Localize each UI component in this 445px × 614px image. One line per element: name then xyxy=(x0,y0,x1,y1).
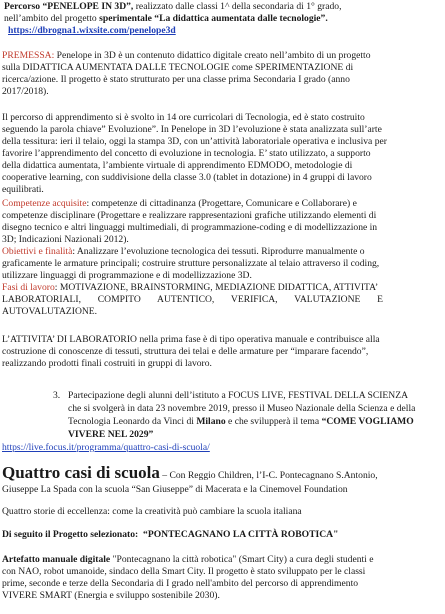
attivita-line: costruzione di conoscenze di tessuti, struttura dei telai e delle armature per “imparare facendo”, xyxy=(2,346,369,357)
artefatto-label: Artefatto manuale digitale xyxy=(2,554,111,565)
competenze-label: Competenze acquisite xyxy=(2,198,87,209)
intro-project: sperimentale “La didattica aumentata dalle tecnologie”. xyxy=(99,13,328,24)
intro-text: nell’ambito del progetto xyxy=(4,13,97,24)
intro-line-2 xyxy=(4,13,328,24)
artefatto-line: VIVERE SMART (Energia e sviluppo sostenibile 2030). xyxy=(2,590,220,601)
obiettivi-text: : Analizzare l’evoluzione tecnologica dei tessuti. Riprodurre manualmente o xyxy=(72,246,365,257)
competenze-line: 3D; Indicazioni Nazionali 2012). xyxy=(2,234,129,245)
fasi-label: Fasi di lavoro xyxy=(2,282,55,293)
obiettivi-line-1 xyxy=(2,246,365,257)
attivita-line: realizzando prodotti finali costruiti in gruppi di lavoro. xyxy=(2,358,212,369)
quattro-heading xyxy=(2,464,378,482)
intro-title: Percorso “PENELOPE IN 3D”, xyxy=(4,1,134,12)
fasi-line-1 xyxy=(2,282,378,293)
item-3-number: 3. xyxy=(53,390,61,401)
fasi-text: : MOTIVAZIONE, BRAINSTORMING, MEDIAZIONE DIDATTICA, ATTIVITA’ xyxy=(54,282,379,293)
focus-live-link[interactable]: https://live.focus.it/programma/quattro-casi-di-scuola/ xyxy=(2,442,210,453)
item-3-line: Partecipazione degli alunni dell’istituto a FOCUS LIVE, FESTIVAL DELLA SCIENZA xyxy=(68,390,409,401)
item-3-city: Milano xyxy=(196,416,226,427)
premessa-text: Penelope in 3D è un contenuto didattico digitale creato nell’ambito di un progetto xyxy=(54,50,371,61)
percorso-line: della tessitura: ieri il telaio, oggi la stampa 3D, con un’attività laboratoriale operativa e inclusiva per xyxy=(2,136,387,147)
premessa-line: ricerca/azione. Il progetto è stato strutturato per una classe prima Secondaria I grado (anno xyxy=(2,74,350,85)
quattro-title: Quattro casi di scuola xyxy=(2,463,160,482)
competenze-text: : competenze di cittadinanza (Progettare, Comunicare e Collaborare) e xyxy=(86,198,357,209)
item-3-line-3 xyxy=(68,416,414,427)
premessa-line: sulla DIDATTICA AUMENTATA DALLE TECNOLOGIE come SPERIMENTAZIONE di xyxy=(2,62,354,73)
intro-text: realizzato dalle classi 1^ della secondaria di 1° grado, xyxy=(133,1,342,12)
percorso-line: Il percorso di apprendimento si è svolto in 14 ore curricolari di Tecnologia, ed è stato costruito xyxy=(2,112,365,123)
percorso-line: equilibrati. xyxy=(2,184,44,195)
premessa-label: PREMESSA: xyxy=(2,50,55,61)
attivita-line: L’ATTIVITA’ DI LABORATORIO nella prima fase è di tipo operativa manuale e contribuisce alla xyxy=(2,334,380,345)
competenze-line: competenze disciplinare (Progettare e realizzare rappresentazioni grafiche utilizzando elementi di xyxy=(2,210,377,221)
selected-project xyxy=(2,529,338,540)
percorso-line: seguendo la parola chiave” Evoluzione”. In Penelope in 3D l’evoluzione è stata analizzata sull’arte xyxy=(2,124,382,135)
item-3-line: che si svolgerà in data 23 novembre 2019, presso il Museo Nazionale della Scienza e della xyxy=(68,403,416,414)
obiettivi-label: Obiettivi e finalità xyxy=(2,246,73,257)
percorso-line: cooperative learning, con suddivisione della classe 3.0 (tablet in dotazione) in 4 gruppi di lavoro xyxy=(2,172,372,183)
artefatto-text: "Pontecagnano la città robotica" (Smart City) a cura degli studenti e xyxy=(110,554,374,565)
obiettivi-line: graficamente le armature principali; costruire strutture personalizzate al telaio attraverso il coding, xyxy=(2,258,380,269)
premessa-line-1 xyxy=(2,50,371,61)
penelope-link[interactable]: https://dbrogna1.wixsite.com/penelope3d xyxy=(8,25,176,36)
item-3-theme-end: VIVERE NEL 2029” xyxy=(68,429,154,440)
quattro-subtitle: Quattro storie di eccellenza: come la creatività può cambiare la scuola italiana xyxy=(2,506,302,517)
item-3-text: Tecnologia Leonardo da Vinci di xyxy=(68,416,197,427)
quattro-title-rest: – Con Reggio Children, l’I-C. Pontecagnano S.Antonio, xyxy=(159,470,378,481)
percorso-line: della didattica aumentata, l’ambiente virtuale di apprendimento EDMODO, metodologie di xyxy=(2,160,353,171)
competenze-line-1 xyxy=(2,198,357,209)
artefatto-line: prime, seconde e terze della Secondaria di I grado nell'ambito del percorso di apprendimento xyxy=(2,578,359,589)
item-3-text: e che svilupperà il tema xyxy=(225,416,322,427)
artefatto-line: con NAO, robot umanoide, sindaco della Smart City. Il progetto è stato sviluppato per le classi xyxy=(2,566,366,577)
obiettivi-line: utilizzare linguaggi di programmazione e di modellizzazione 3D. xyxy=(2,270,252,281)
selected-value: “PONTECAGNANO LA CITTÀ ROBOTICA" xyxy=(143,529,339,540)
percorso-line: favorire l’apprendimento del concetto di evoluzione in tecnologia. E’ stato utilizzato, a supporto xyxy=(2,148,371,159)
quattro-line: Giuseppe La Spada con la scuola “San Giuseppe” di Macerata e la Cinemovel Foundation xyxy=(2,484,348,495)
artefatto-line-1 xyxy=(2,554,374,565)
fasi-line: AUTOVALUTAZIONE. xyxy=(2,306,98,317)
premessa-line: 2017/2018). xyxy=(2,86,49,97)
intro-line-1 xyxy=(4,1,341,12)
selected-label: Di seguito il Progetto selezionato: xyxy=(2,529,139,540)
fasi-line: LABORATORIALI, COMPITO AUTENTICO, VERIFICA, VALUTAZIONE E xyxy=(2,294,384,305)
competenze-line: disegno tecnico e altri linguaggi multimediali, di programmazione-coding e di modellizzazione in xyxy=(2,222,378,233)
item-3-theme: “COME VOGLIAMO xyxy=(321,416,414,427)
